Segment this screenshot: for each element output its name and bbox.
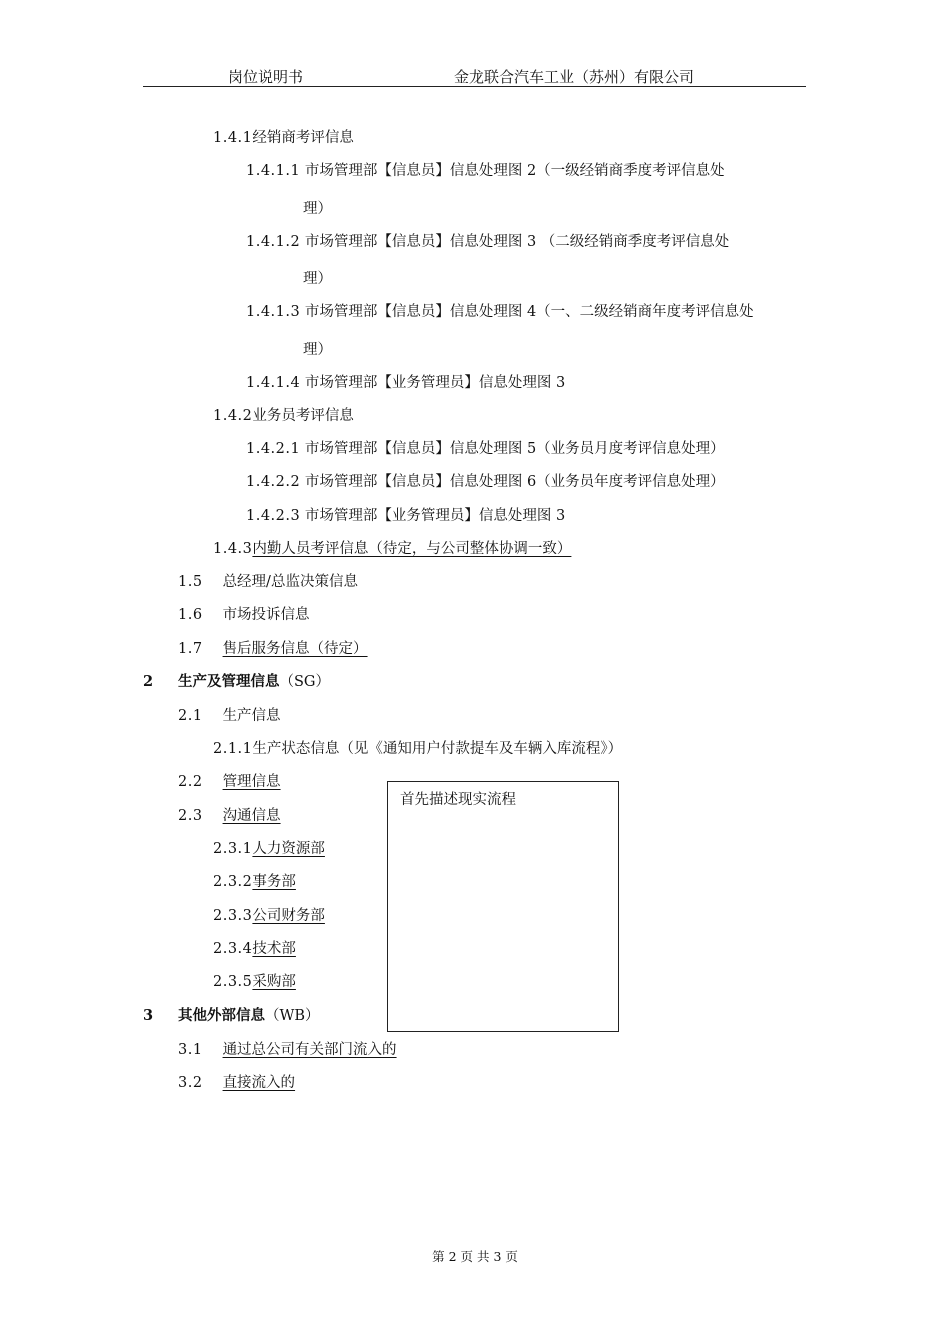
outline-item: 2.3 沟通信息 <box>178 808 281 824</box>
outline-item: 1.7 售后服务信息（待定） <box>178 641 368 657</box>
outline-item: 1.4.2.2 市场管理部【信息员】信息处理图 6（业务员年度考评信息处理） <box>246 474 725 490</box>
outline-item: 1.6 市场投诉信息 <box>178 607 310 623</box>
outline-item: 1.4.1.1 市场管理部【信息员】信息处理图 2（一级经销商季度考评信息处 <box>246 163 725 179</box>
outline-item: 1.4.1.4 市场管理部【业务管理员】信息处理图 3 <box>246 375 566 391</box>
outline-item: 1.4.3内勤人员考评信息（待定，与公司整体协调一致） <box>213 541 572 557</box>
outline-item: 2.3.4技术部 <box>213 941 296 957</box>
outline-item: 1.5 总经理/总监决策信息 <box>178 574 358 590</box>
outline-item: 1.4.2业务员考评信息 <box>213 408 354 424</box>
section-heading: 3 其他外部信息（WB） <box>143 1007 320 1024</box>
outline-item: 2.3.3公司财务部 <box>213 908 325 924</box>
outline-item: 1.4.1经销商考评信息 <box>213 130 354 146</box>
header-rule <box>143 86 806 87</box>
outline-item: 1.4.2.3 市场管理部【业务管理员】信息处理图 3 <box>246 508 566 524</box>
note-box-text: 首先描述现实流程 <box>400 792 516 808</box>
outline-item-continuation: 理） <box>303 201 332 217</box>
outline-item: 2.1 生产信息 <box>178 708 281 724</box>
outline-item: 1.4.1.2 市场管理部【信息员】信息处理图 3 （二级经销商季度考评信息处 <box>246 234 730 250</box>
header-left: 岗位说明书 <box>228 68 304 86</box>
outline-item-continuation: 理） <box>303 271 332 287</box>
outline-item: 2.1.1生产状态信息（见《通知用户付款提车及车辆入库流程》） <box>213 741 623 757</box>
header-right: 金龙联合汽车工业（苏州）有限公司 <box>454 68 695 86</box>
outline-item: 2.2 管理信息 <box>178 774 281 790</box>
outline-item-continuation: 理） <box>303 342 332 358</box>
outline-item: 1.4.2.1 市场管理部【信息员】信息处理图 5（业务员月度考评信息处理） <box>246 441 725 457</box>
outline-item: 2.3.2事务部 <box>213 874 296 890</box>
page-footer: 第 2 页 共 3 页 <box>432 1249 518 1264</box>
note-box <box>387 781 619 1032</box>
outline-item: 2.3.1人力资源部 <box>213 841 325 857</box>
outline-item: 3.1 通过总公司有关部门流入的 <box>178 1042 397 1058</box>
section-heading: 2 生产及管理信息（SG） <box>143 673 331 690</box>
outline-item: 3.2 直接流入的 <box>178 1075 296 1091</box>
outline-item: 1.4.1.3 市场管理部【信息员】信息处理图 4（一、二级经销商年度考评信息处 <box>246 304 754 320</box>
outline-item: 2.3.5采购部 <box>213 974 296 990</box>
